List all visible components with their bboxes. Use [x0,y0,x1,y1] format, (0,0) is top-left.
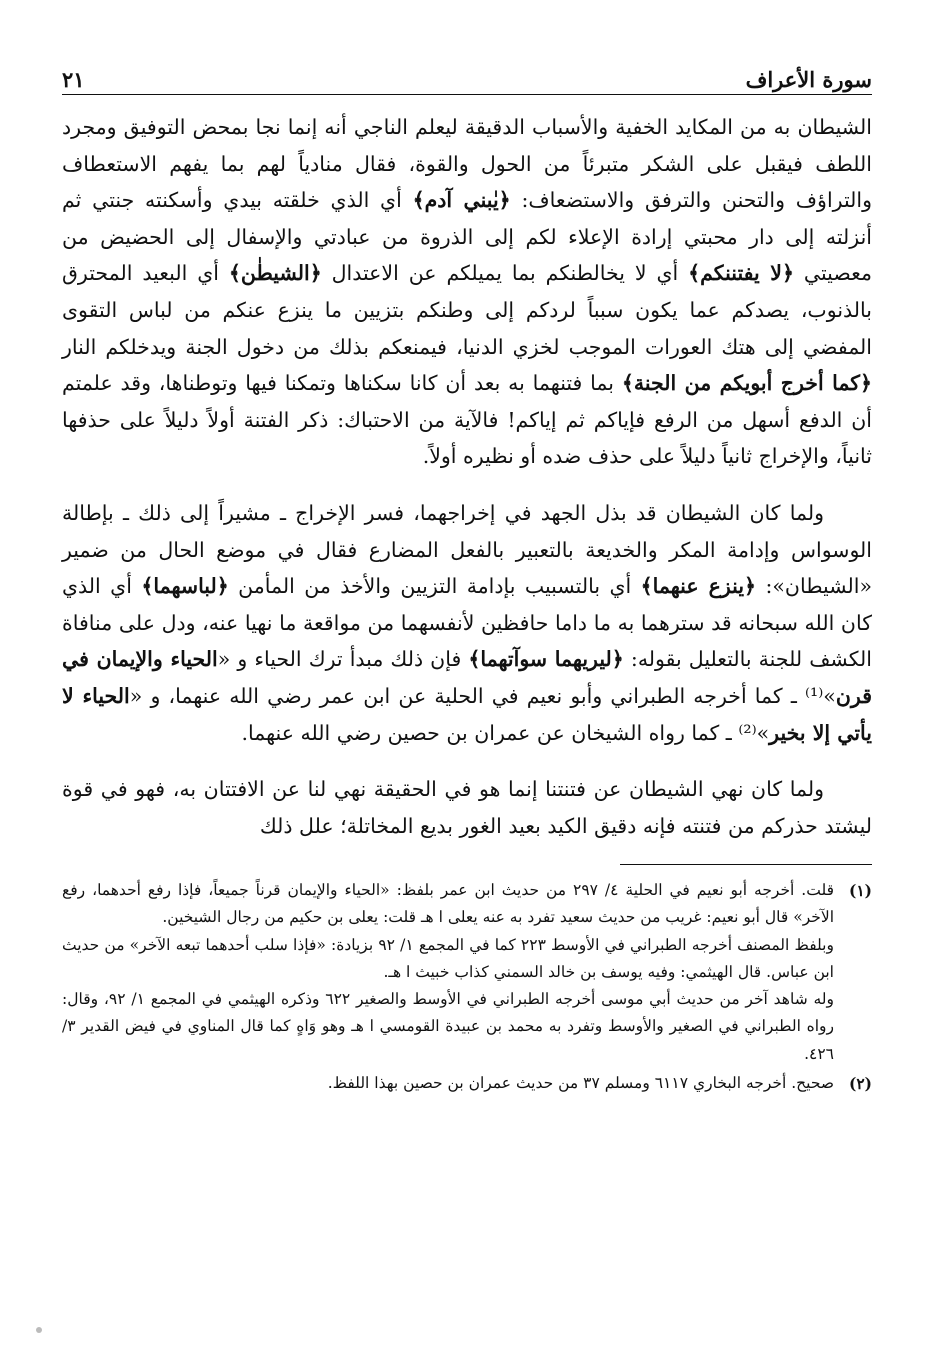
footnote-rule [62,864,872,865]
scan-mark [36,1327,42,1333]
running-header [62,56,872,92]
footnote-text: قلت. أخرجه أبو نعيم في الحلية ٤/ ٢٩٧ من حديث ابن عمر بلفظ: «الحياء والإيمان قرناً جميعاً، فإذا رفع أحدهما، رفع الآخر» قال أبو نعيم: غريب من حديث سعيد تفرد به عنه يعلى ا هـ قلت: يعلى بن حكيم من رجال الشيخين. [62,881,834,927]
quran-quote: ﴿يٰبني آدم﴾ [412,188,511,213]
footnote-number: (٢) [848,1073,872,1093]
quran-quote: ﴿الشيطٰن﴾ [228,261,322,286]
hadith-quote: الحياء والإيمان في قرن [62,647,872,708]
quran-quote: ﴿ينزع عنهما﴾ [640,574,757,599]
quran-quote: ﴿ليريهما سوآتهما﴾ [468,647,624,672]
paragraph-3: ولما كان نهي الشيطان عن فتنتنا إنما هو في الحقيقة نهي لنا عن الافتتان به، فهو في قوة ليشتد حذركم من فتنته فإنه دقيق الكيد بعيد الغور بديع المخاتلة؛ علل ذلك [62,777,872,838]
quran-quote: ﴿لا يفتننكم﴾ [688,261,794,286]
quran-quote: ﴿كما أخرج أبويكم من الجنة﴾ [621,371,872,396]
main-text [62,109,872,844]
header-rule [62,94,872,95]
footnote-1 [62,877,872,1067]
page-number: ٢١ [62,67,85,92]
footnotes [62,877,872,1097]
footnote-text: صحيح. أخرجه البخاري ٦١١٧ ومسلم ٣٧ من حديث عمران بن حصين بهذا اللفظ. [327,1073,834,1092]
footnote-2 [62,1070,872,1097]
footnote-number: (١) [848,881,872,901]
hadith-quote: الحياء لا يأتي إلا بخير [62,683,872,745]
paragraph-1: الشيطان به من المكايد الخفية والأسباب الدقيقة ليعلم الناجي أنه إنما نجا بمحض التوفيق ومجرد اللطف فيقبل على الشكر متبرئاً من الحول والقوة، فقال منادياً لهم بما يفهم الاستعطاف والتراؤف والتحنن والترفق والاستضعاف: ﴿يٰبني آدم﴾ أي الذي خلقته بيدي وأسكنته جنتي ثم أنزلته إلى دار محبتي إرادة الإعلاء لكم إلى الذروة من عبادتي والإسفال إلى الحضيض من معصيتي ﴿لا يفتننكم﴾ أي لا يخالطنكم بما يميلكم عن الاعتدال ﴿الشيطٰن﴾ أي البعيد المحترق بالذنوب، يصدكم عما يكون سبباً لردكم إلى وطنكم بتزيين ما ينزع عنكم من لباس التقوى المفضي إلى هتك العورات الموجب لخزي الدنيا، فيمنعكم بذلك من دخول الجنة ويدخلكم النار ﴿كما أخرج أبويكم من الجنة﴾ بما فتنهما به بعد أن كانا سكناها وتمكنا فيها وتوطناها، وقد علمتم أن الدفع أسهل من الرفع فإياكم ثم إياكم! فالآية من الاحتباك: ذكر الفتنة أولاً دليلاً على حذفها ثانياً، والإخراج ثانياً دليلاً على حذف ضده أو نظيره أولاً. [62,115,872,469]
footnote-text: وبلفظ المصنف أخرجه الطبراني في الأوسط ٢٢٣ كما في المجمع ١/ ٩٢ بزيادة: «فإذا سلب أحدهما تبعه الآخر» من حديث ابن عباس. قال الهيثمي: وفيه يوسف بن خالد السمني كذاب خبيث ا هـ. [62,935,834,981]
quran-quote: ﴿لباسهما﴾ [141,574,229,599]
surah-title: سورة الأعراف [745,67,872,92]
paragraph-2: ولما كان الشيطان قد بذل الجهد في إخراجهما، فسر الإخراج ـ مشيراً إلى ذلك ـ بإطالة الوسواس وإدامة المكر والخديعة بالتعبير بالفعل المضارع فقال في موضع الحال من ضمير «الشيطان»: ﴿ينزع عنهما﴾ أي بالتسبيب بإدامة التزيين والأخذ من المأمن ﴿لباسهما﴾ أي الذي كان الله سبحانه قد سترهما به ما داما حافظين لأنفسهما من مواقعة ما نهيا عنه، ودل على منافاة الكشف للجنة بالتعليل بقوله: ﴿ليريهما سوآتهما﴾ فإن ذلك مبدأ ترك الحياء و «الحياء والإيمان في قرن»⁽¹⁾ ـ كما أخرجه الطبراني وأبو نعيم في الحلية عن ابن عمر رضي الله عنهما، و «الحياء لا يأتي إلا بخير»⁽²⁾ ـ كما رواه الشيخان عن عمران بن حصين رضي الله عنهما. [62,500,872,745]
footnote-text: وله شاهد آخر من حديث أبي موسى أخرجه الطبراني في الأوسط والصغير ٦٢٢ وذكره الهيثمي في المجمع ١/ ٩٢، وقال: رواه الطبراني في الصغير والأوسط وتفرد به محمد بن عبيدة القومسي ا هـ وهو وَاهٍ كما قال المناوي في فيض القدير ٣/ ٤٢٦. [62,990,835,1063]
